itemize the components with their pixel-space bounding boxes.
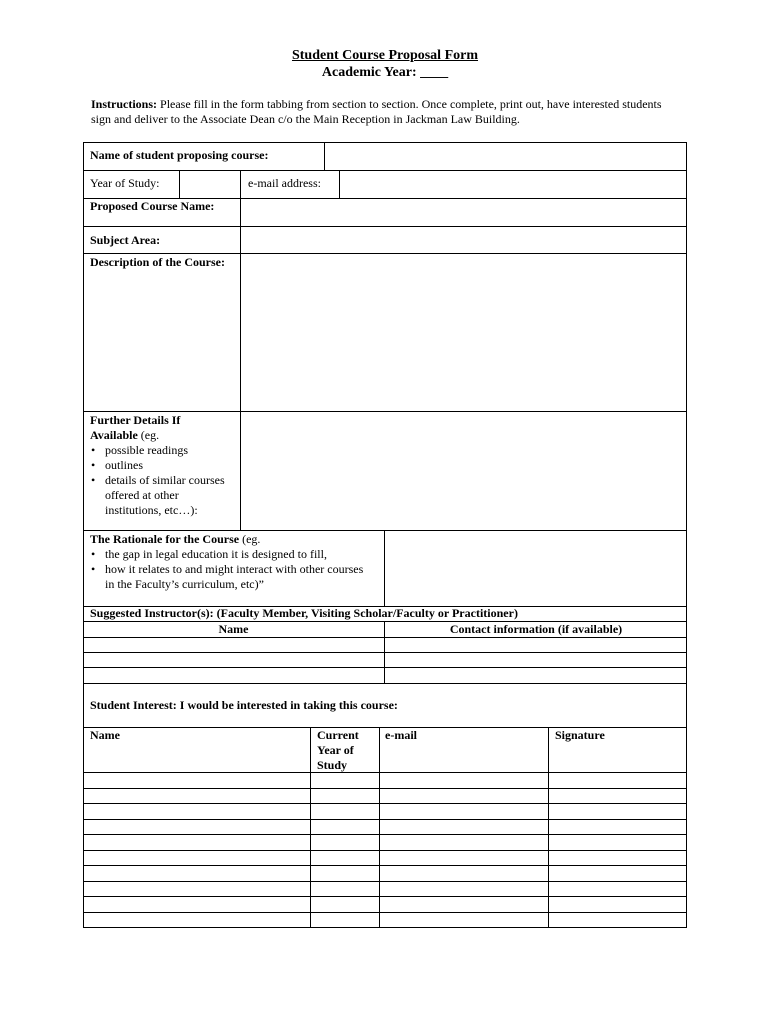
course-name-field[interactable] [241, 199, 686, 226]
interest-signature-input[interactable] [549, 897, 686, 912]
interest-email-input[interactable] [380, 804, 548, 819]
instructor-contact-input[interactable] [385, 653, 686, 667]
interest-name-input[interactable] [84, 882, 310, 896]
further-details-heading: Further Details If Available (eg. [90, 413, 181, 442]
subject-area-field[interactable] [241, 227, 686, 253]
subject-area-label: Subject Area: [90, 233, 161, 247]
instructor-contact-input[interactable] [385, 668, 686, 682]
list-item: offered at other [105, 488, 179, 502]
instructors-col-name: Name [218, 622, 249, 636]
list-item: institutions, etc…): [105, 503, 198, 517]
interest-col-name: Name [90, 728, 120, 742]
instructor-name-input[interactable] [84, 668, 384, 682]
instructors-col-contact: Contact information (if available) [449, 622, 623, 636]
interest-signature-input[interactable] [549, 851, 686, 865]
interest-col-year: Current Year of Study [317, 728, 359, 772]
interest-year-input[interactable] [311, 851, 379, 865]
interest-year-input[interactable] [311, 820, 379, 834]
interest-name-input[interactable] [84, 820, 310, 834]
list-item: • possible readings [105, 443, 225, 458]
interest-signature-input[interactable] [549, 804, 686, 819]
interest-signature-input[interactable] [549, 820, 686, 834]
rationale-list [90, 547, 363, 592]
interest-email-input[interactable] [380, 820, 548, 834]
course-name-label: Proposed Course Name: [90, 199, 215, 213]
instructions-label: Instructions: [91, 97, 158, 111]
list-item: in the Faculty’s curriculum, etc)” [105, 577, 264, 591]
interest-signature-input[interactable] [549, 835, 686, 850]
instructor-contact-input[interactable] [385, 638, 686, 652]
interest-year-input[interactable] [311, 789, 379, 803]
interest-email-input[interactable] [380, 882, 548, 896]
interest-signature-input[interactable] [549, 773, 686, 788]
interest-year-input[interactable] [311, 913, 379, 927]
interest-name-input[interactable] [84, 804, 310, 819]
interest-year-input[interactable] [311, 835, 379, 850]
interest-email-input[interactable] [380, 913, 548, 927]
student-name-field[interactable] [325, 143, 686, 170]
list-item: • details of similar courses [105, 473, 225, 488]
academic-year: Academic Year: ____ [321, 65, 449, 80]
instructor-name-input[interactable] [84, 653, 384, 667]
rationale-field[interactable] [385, 531, 686, 606]
interest-year-input[interactable] [311, 882, 379, 896]
interest-name-input[interactable] [84, 897, 310, 912]
interest-year-input[interactable] [311, 773, 379, 788]
interest-signature-input[interactable] [549, 882, 686, 896]
interest-heading: Student Interest: I would be interested in taking this course: [90, 698, 398, 712]
year-of-study-field[interactable] [180, 171, 240, 198]
interest-email-input[interactable] [380, 866, 548, 881]
interest-name-input[interactable] [84, 773, 310, 788]
interest-email-input[interactable] [380, 773, 548, 788]
interest-signature-input[interactable] [549, 866, 686, 881]
description-label: Description of the Course: [90, 255, 225, 269]
instructions [91, 97, 671, 127]
interest-name-input[interactable] [84, 789, 310, 803]
interest-year-input[interactable] [311, 866, 379, 881]
description-field[interactable] [241, 254, 686, 411]
interest-year-input[interactable] [311, 897, 379, 912]
list-item: • the gap in legal education it is designed to fill, [105, 547, 363, 562]
form-title: Student Course Proposal Form [291, 48, 479, 63]
email-label: e-mail address: [248, 176, 321, 190]
proposal-form-table [83, 142, 687, 928]
interest-signature-input[interactable] [549, 789, 686, 803]
interest-name-input[interactable] [84, 851, 310, 865]
rationale-label: The Rationale for the Course (eg. [90, 532, 261, 546]
year-of-study-label: Year of Study: [90, 176, 160, 190]
interest-email-input[interactable] [380, 789, 548, 803]
interest-year-input[interactable] [311, 804, 379, 819]
student-name-label: Name of student proposing course: [90, 148, 269, 162]
interest-signature-input[interactable] [549, 913, 686, 927]
further-details-field[interactable] [241, 412, 686, 530]
instructions-text: Please fill in the form tabbing from section to section. Once complete, print out, have interested students sign and deliver to the Associate Dean c/o the Main Reception in Jackman Law Building. [91, 97, 662, 126]
further-details-list [90, 443, 225, 518]
interest-col-email: e-mail [385, 728, 417, 742]
instructors-heading: Suggested Instructor(s): (Faculty Member, Visiting Scholar/Faculty or Practitioner) [90, 606, 518, 620]
list-item: • how it relates to and might interact with other courses [105, 562, 363, 577]
interest-name-input[interactable] [84, 913, 310, 927]
interest-email-input[interactable] [380, 835, 548, 850]
interest-name-input[interactable] [84, 835, 310, 850]
interest-col-signature: Signature [555, 728, 605, 742]
interest-email-input[interactable] [380, 851, 548, 865]
interest-email-input[interactable] [380, 897, 548, 912]
email-field[interactable] [340, 171, 686, 198]
instructor-name-input[interactable] [84, 638, 384, 652]
list-item: • outlines [105, 458, 225, 473]
interest-name-input[interactable] [84, 866, 310, 881]
